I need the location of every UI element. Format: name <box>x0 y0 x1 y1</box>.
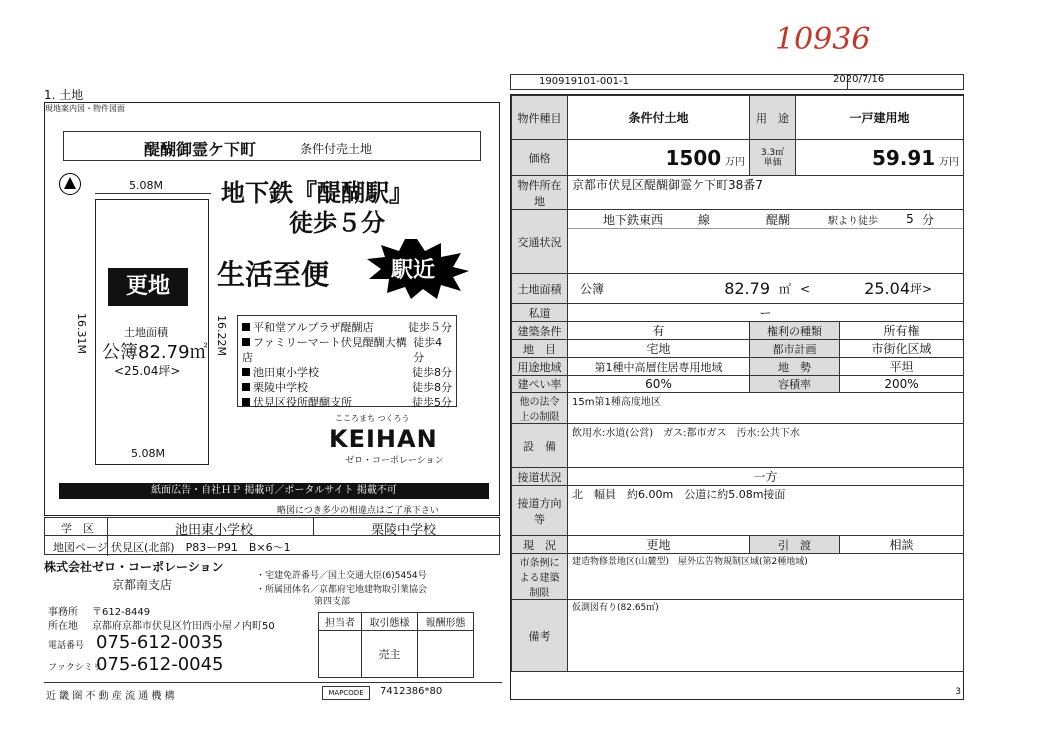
ordinance-value: 建造物修景地区(山麓型) 屋外広告物規制区域(第2種地域) <box>568 554 964 600</box>
stamp-cell <box>319 631 362 678</box>
right-kind-value: 所有権 <box>840 322 964 340</box>
stamp-table <box>318 612 474 678</box>
ordinance-label: 市条例による建築制限 <box>512 554 568 600</box>
company-name: 株式会社ゼロ・コーポレーション <box>44 560 224 574</box>
footer-rule <box>44 682 502 683</box>
use-label: 用 途 <box>750 96 796 140</box>
area-m2-unit: ㎡ <box>778 282 791 296</box>
doc-date: 2020/7/16 <box>833 74 885 85</box>
bullet-icon <box>242 383 250 391</box>
area-caption: 土地面積 <box>124 326 168 339</box>
city-plan-label: 都市計画 <box>750 340 840 358</box>
location-label: 物件所在地 <box>512 176 568 210</box>
fax: 075-612-0045 <box>96 654 224 675</box>
city-plan-value: 市街化区域 <box>840 340 964 358</box>
headline-station: 地下鉄『醍醐駅』 <box>221 179 413 207</box>
handwritten-number: 10936 <box>775 22 871 57</box>
traffic-line: 地下鉄東西 <box>602 212 663 227</box>
north-arrow-icon <box>59 173 81 195</box>
unit-label-1: 3.3㎡ <box>760 147 785 158</box>
private-road-label: 私道 <box>512 304 568 322</box>
sketch-note: 略図につき多少の相違点はご了承下さい <box>277 506 439 516</box>
feature-name: ファミリーマート伏見醍醐大構店 <box>242 336 407 364</box>
doc-header-strip <box>510 74 964 90</box>
feature-item <box>242 380 452 395</box>
private-road-value: ー <box>568 304 964 322</box>
bcr-value: 60% <box>568 376 750 393</box>
area-label: 土地面積 <box>512 274 568 304</box>
section-title: 1. 土地 <box>44 88 84 102</box>
branch-name: 京都南支店 <box>112 578 173 592</box>
dim-left: 16.31M <box>75 313 88 354</box>
traffic-label: 交通状況 <box>512 210 568 274</box>
price-value: 1500 <box>665 145 722 170</box>
bullet-icon <box>242 338 250 346</box>
land-cat-label: 地 目 <box>512 340 568 358</box>
dim-top: 5.08M <box>129 179 163 192</box>
type-label: 物件種目 <box>512 96 568 140</box>
feature-item <box>242 365 452 380</box>
feature-name: 栗陵中学校 <box>253 381 308 394</box>
use-value: 一戸建用地 <box>796 96 964 140</box>
area-open: < <box>800 281 811 296</box>
license-1: ・宅建免許番号／国土交通大臣(6)5454号 <box>256 571 427 581</box>
road-status-value: 一方 <box>568 468 964 486</box>
stamp-header: 担当者 <box>319 613 362 631</box>
build-cond-value: 有 <box>568 322 750 340</box>
doc-id: 190919101-001-1 <box>539 76 629 87</box>
road-dir-value: 北 幅員 約6.00m 公道に約5.08m接面 <box>568 486 964 536</box>
dim-right: 16.22M <box>215 315 228 356</box>
remarks-value: 仮測図有り(82.65㎡) <box>568 600 964 672</box>
badge-burst <box>365 239 469 299</box>
handover-label: 引 渡 <box>750 536 840 554</box>
bcr-label: 建ぺい率 <box>512 376 568 393</box>
school-label: 学 区 <box>61 522 94 535</box>
traffic-line-suffix: 線 <box>698 212 711 227</box>
tel-label: 電話番号 <box>48 641 85 651</box>
bullet-icon <box>242 368 250 376</box>
traffic-station: 醍醐 <box>765 212 790 227</box>
tel: 075-612-0035 <box>96 632 224 653</box>
build-cond-label: 建築条件 <box>512 322 568 340</box>
address-label: 所在地 <box>48 621 78 632</box>
current-label: 現 況 <box>512 536 568 554</box>
property-table <box>511 95 964 672</box>
lot-outline <box>95 199 209 465</box>
stamp-cell <box>417 631 473 678</box>
feature-distance: 徒歩5分 <box>412 396 452 409</box>
zoning-label: 用途地域 <box>512 358 568 376</box>
features-box <box>237 315 457 407</box>
features-list <box>242 320 452 410</box>
price-unit: 万円 <box>725 156 746 168</box>
address: 京都府京都市伏見区竹田西小屋ノ内町50 <box>92 621 275 632</box>
other-law-value: 15m第1種高度地区 <box>568 393 964 424</box>
area-kind: 公簿 <box>580 282 605 296</box>
feature-name: 伏見区役所醍醐支所 <box>253 396 352 409</box>
handover-value: 相談 <box>840 536 964 554</box>
lot-label: 更地 <box>108 268 188 306</box>
school-rows <box>44 517 500 555</box>
footer-org: 近 畿 圏 不 動 産 流 通 機 構 <box>46 691 175 702</box>
listing-subtitle: 条件付売土地 <box>300 142 373 156</box>
page-number: 3 <box>955 687 961 697</box>
other-law-label: 他の法令上の制限 <box>512 393 568 424</box>
headline-walk: 徒歩５分 <box>289 209 385 237</box>
traffic-walk-label: 駅より徒歩 <box>828 215 878 227</box>
zoning-value: 第1種中高層住居専用地域 <box>568 358 750 376</box>
postal: 〒612-8449 <box>92 607 151 618</box>
mapcode-value: 7412386*80 <box>380 686 443 697</box>
road-status-label: 接道状況 <box>512 468 568 486</box>
traffic-walk-min: 5 <box>906 212 914 226</box>
keihan-logo: KEIHAN <box>329 425 438 453</box>
right-kind-label: 権利の種類 <box>750 322 840 340</box>
facility-value: 飲用水:水道(公営) ガス:都市ガス 汚水:公共下水 <box>568 424 964 468</box>
area-tsubo-value: 25.04 <box>864 279 910 298</box>
mapcode-label: MAPCODE <box>322 686 370 700</box>
property-table-panel <box>510 94 964 700</box>
logo-kana: こころまち つくろう <box>335 414 410 423</box>
ad-bar: 紙面広告・自社ＨＰ 掲載可／ポータルサイト 掲載不可 <box>59 483 489 499</box>
feature-item <box>242 320 452 335</box>
dim-bottom: 5.08M <box>131 447 165 460</box>
feature-distance: 徒歩５分 <box>408 321 452 334</box>
road-dir-label: 接道方向等 <box>512 486 568 536</box>
area-tsubo-unit: 坪> <box>910 282 933 296</box>
dim-line-top <box>95 193 211 194</box>
listing-title-bar <box>63 131 481 161</box>
map-caption: 現地案内図・物件図面 <box>45 104 125 113</box>
area-tsubo: <25.04坪> <box>114 364 181 378</box>
area-m2: 82.79 <box>724 279 770 298</box>
unit-price-unit: 万円 <box>939 156 960 168</box>
slogan: 生活至便 <box>217 258 330 291</box>
badge-text: 駅近 <box>391 258 436 283</box>
current-value: 更地 <box>568 536 750 554</box>
feature-distance: 徒歩8分 <box>412 381 452 394</box>
feature-name: 平和堂アルプラザ醍醐店 <box>253 321 374 334</box>
office-label: 事務所 <box>48 607 78 618</box>
bullet-icon <box>242 323 250 331</box>
bullet-icon <box>242 398 250 406</box>
location-value: 京都市伏見区醍醐御霊ケ下町38番7 <box>568 176 964 210</box>
unit-price: 59.91 <box>871 145 936 170</box>
far-label: 容積率 <box>750 376 840 393</box>
mid-school: 栗陵中学校 <box>371 523 437 538</box>
facility-label: 設 備 <box>512 424 568 468</box>
traffic-walk-unit: 分 <box>922 212 935 227</box>
remarks-label: 備考 <box>512 600 568 672</box>
unit-label-2: 単価 <box>763 157 782 168</box>
price-label: 価格 <box>512 140 568 176</box>
land-cat-value: 宅地 <box>568 340 750 358</box>
terrain-label: 地 勢 <box>750 358 840 376</box>
type-value: 条件付土地 <box>568 96 750 140</box>
feature-distance: 徒歩8分 <box>412 366 452 379</box>
terrain-value: 平坦 <box>840 358 964 376</box>
listing-title: 醍醐御霊ケ下町 <box>144 140 257 159</box>
license-2: ・所属団体名／京都府宅地建物取引業協会 <box>256 585 428 595</box>
area-value: 公簿82.79㎡ <box>102 342 208 363</box>
fax-label: ファクシミリ <box>48 663 102 673</box>
stamp-cell: 売主 <box>361 631 417 678</box>
license-3: 第四支部 <box>314 597 351 607</box>
feature-name: 池田東小学校 <box>253 366 319 379</box>
elem-school: 池田東小学校 <box>175 523 254 538</box>
far-value: 200% <box>840 376 964 393</box>
stamp-header: 取引態様 <box>361 613 417 631</box>
map-page-label: 地図ページ <box>53 541 108 554</box>
map-panel <box>44 102 500 516</box>
map-page-value: 伏見区(北部) P83ーP91 B×6〜1 <box>111 541 291 554</box>
feature-item <box>242 335 452 365</box>
feature-item <box>242 395 452 410</box>
feature-distance: 徒歩4分 <box>413 336 443 364</box>
logo-sub: ゼロ・コーポレーション <box>345 456 444 466</box>
stamp-header: 報酬形態 <box>417 613 473 631</box>
